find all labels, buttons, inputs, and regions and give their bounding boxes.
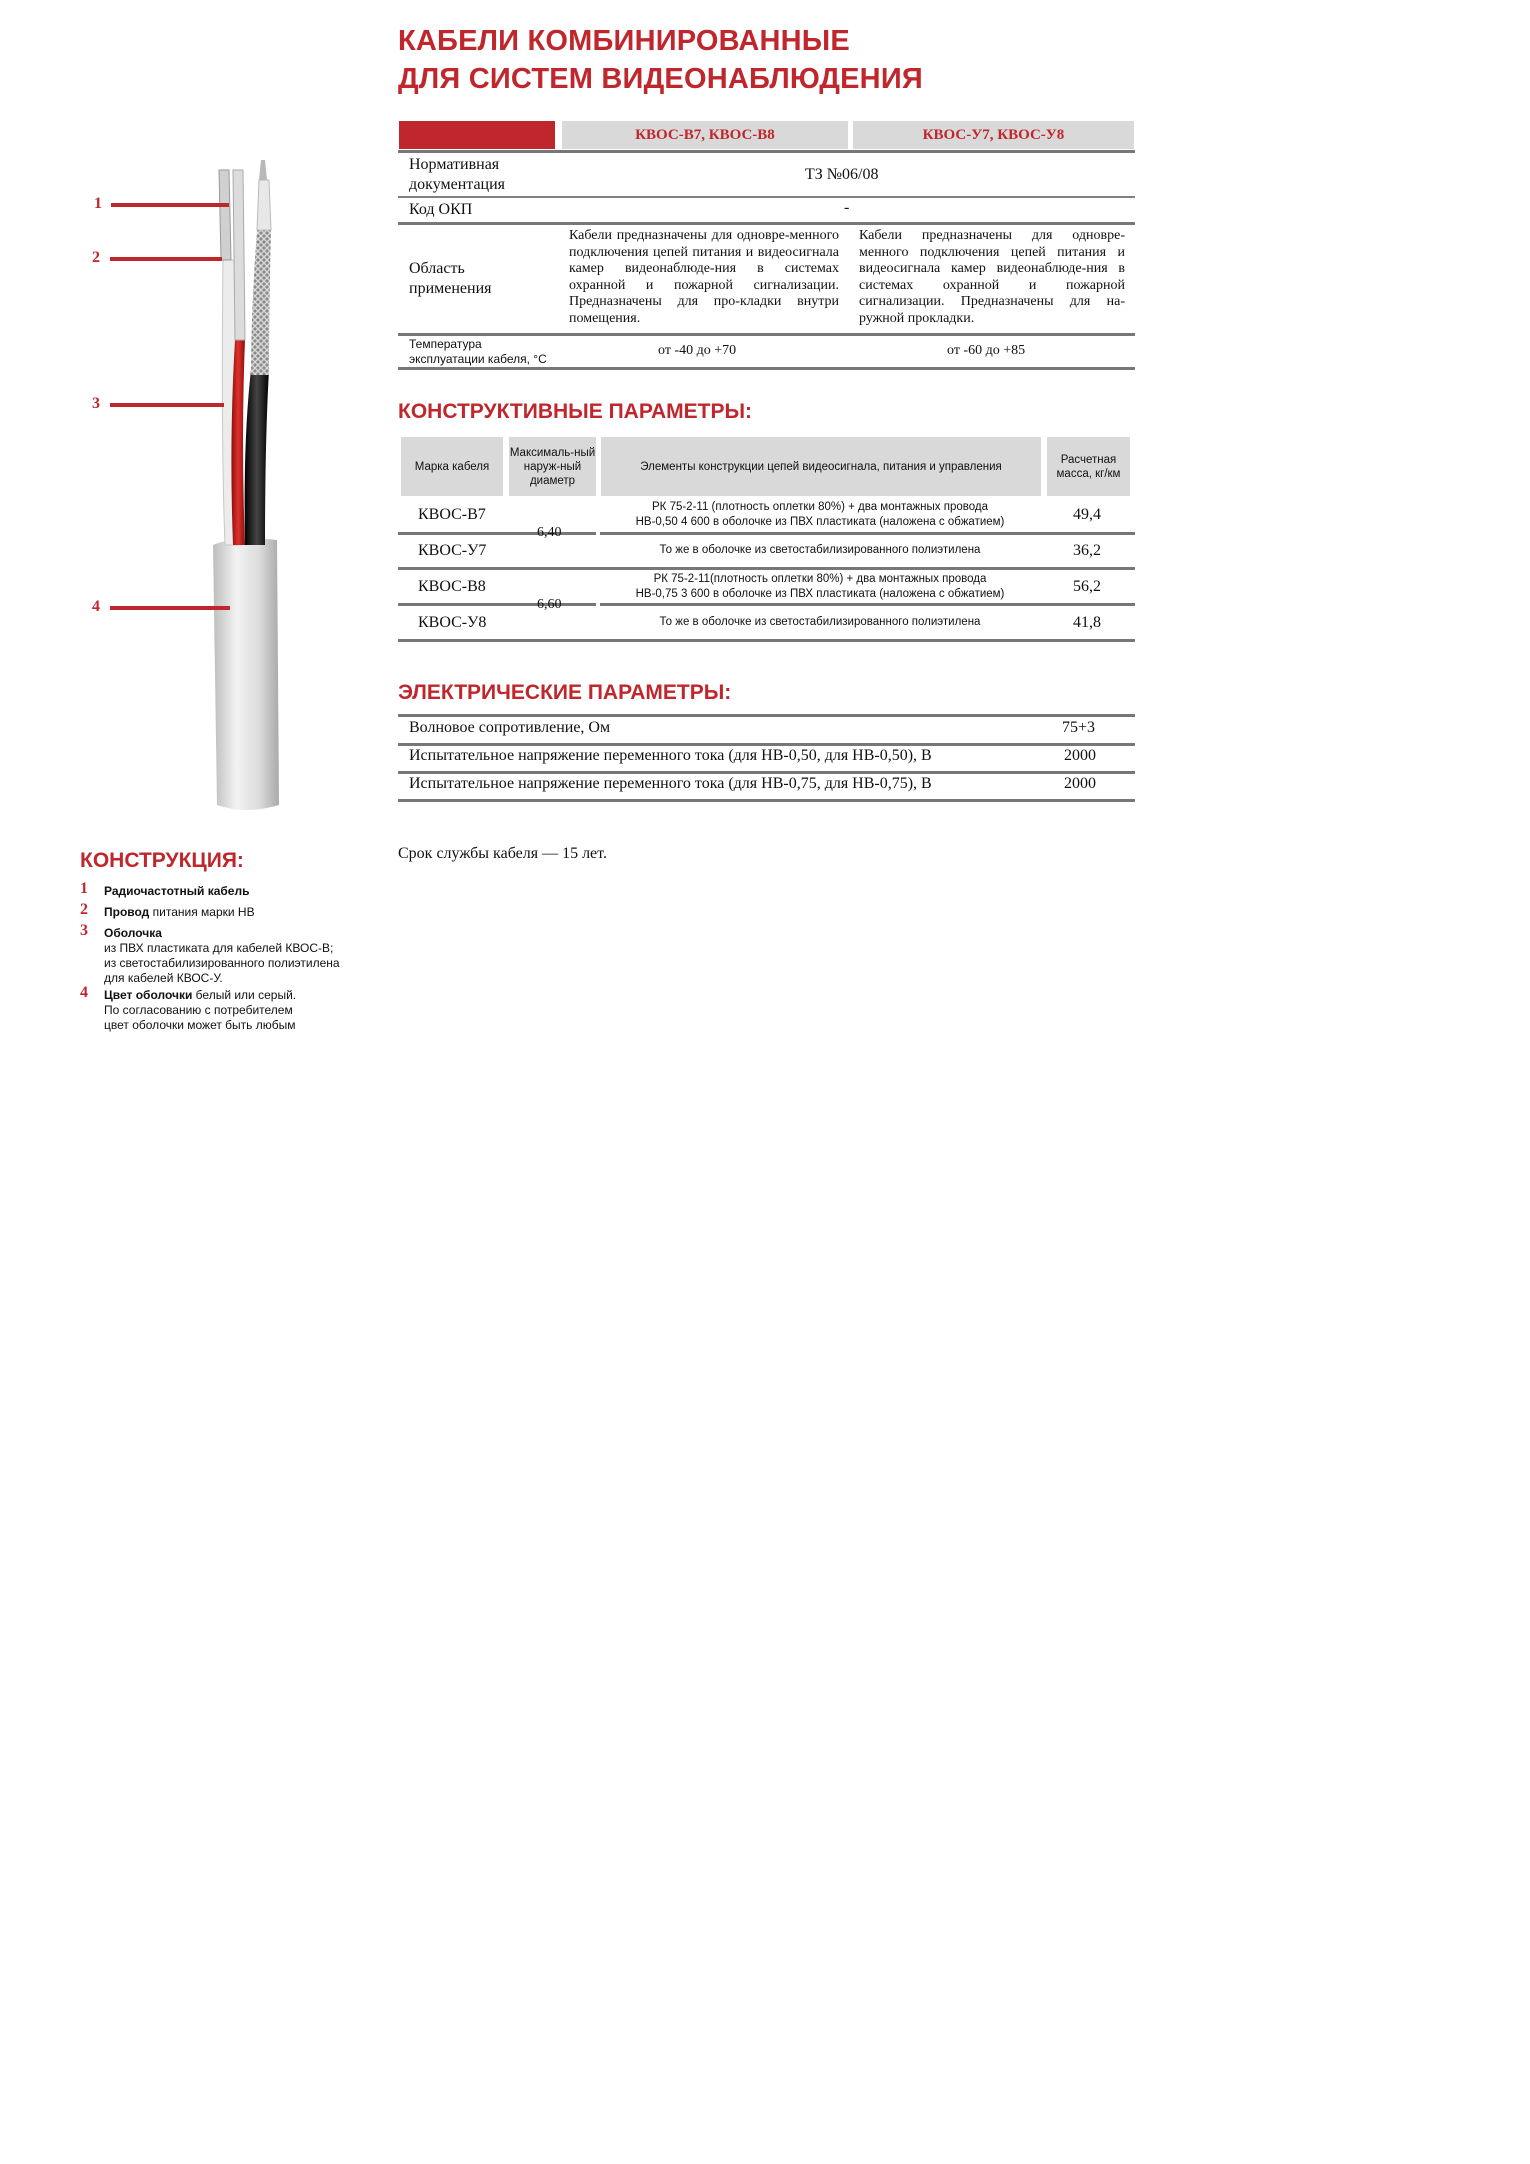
legend-item-2: Провод питания марки НВ — [104, 905, 255, 919]
okp-label: Код ОКП — [409, 201, 473, 218]
callout-line-4 — [110, 606, 230, 610]
lifetime-note: Срок службы кабеля — 15 лет. — [398, 845, 607, 862]
divider — [398, 367, 1135, 370]
diameter-2: 6,60 — [537, 597, 562, 612]
divider — [398, 150, 1135, 153]
electric-row-3-value: 2000 — [1064, 775, 1096, 792]
divider — [600, 603, 1135, 606]
callout-4: 4 — [92, 598, 100, 615]
callout-3: 3 — [92, 395, 100, 412]
divider — [600, 532, 1135, 535]
electric-row-3-label: Испытательное напряжение переменного тока (для НВ-0,75, для НВ-0,75), В — [409, 775, 932, 792]
callout-line-3 — [110, 403, 224, 407]
divider — [398, 222, 1135, 225]
divider — [398, 603, 596, 606]
divider — [398, 196, 1135, 198]
legend-num-1: 1 — [80, 880, 88, 897]
normative-label: Нормативная документация — [409, 156, 506, 193]
electric-row-2-value: 2000 — [1064, 747, 1096, 764]
legend-item-1: Радиочастотный кабель — [104, 884, 250, 898]
callout-1: 1 — [94, 195, 102, 212]
row-2-elements: То же в оболочке из светостабилизированного полиэтилена — [659, 544, 981, 556]
divider — [398, 532, 596, 535]
spec-header-col2: КВОС-У7, КВОС-У8 — [853, 121, 1134, 149]
legend-item-4: Цвет оболочки белый или серый. По согласованию с потребителем цвет оболочки может быть любым — [104, 988, 297, 1032]
title-line-2: ДЛЯ СИСТЕМ ВИДЕОНАБЛЮДЕНИЯ — [398, 63, 923, 95]
cable-illustration — [195, 140, 305, 820]
title-line-1: КАБЕЛИ КОМБИНИРОВАННЫЕ — [398, 25, 850, 57]
electric-row-1-value: 75+3 — [1062, 719, 1096, 736]
legend-num-4: 4 — [80, 984, 88, 1001]
row-4-mass: 41,8 — [1073, 614, 1101, 631]
row-3-mass: 56,2 — [1073, 578, 1101, 595]
temperature-label: Температура эксплуатации кабеля, °С — [409, 337, 547, 366]
header-diameter: Максималь-ный наруж-ный диаметр — [509, 437, 596, 496]
construction-title: КОНСТРУКЦИЯ: — [80, 849, 244, 872]
callout-2: 2 — [92, 249, 100, 266]
row-1-mass: 49,4 — [1073, 506, 1101, 523]
legend-num-2: 2 — [80, 901, 88, 918]
header-elements: Элементы конструкции цепей видеосигнала, питания и управления — [601, 437, 1041, 496]
row-1-elements: РК 75-2-11 (плотность оплетки 80%) + два монтажных провода НВ-0,50 4 600 в оболочке из ПВХ пластиката (наложена с обжатием) — [635, 501, 1005, 528]
divider — [398, 714, 1135, 717]
electric-row-2-label: Испытательное напряжение переменного тока (для НВ-0,50, для НВ-0,50), В — [409, 747, 932, 764]
electric-row-1-label: Волновое сопротивление, Ом — [409, 719, 611, 736]
temperature-col1: от -40 до +70 — [658, 343, 737, 358]
divider — [398, 639, 1135, 642]
row-3-elements: РК 75-2-11(плотность оплетки 80%) + два монтажных провода НВ-0,75 3 600 в оболочке из ПВХ пластиката (наложена с обжатием) — [635, 573, 1005, 600]
page-title — [398, 22, 923, 98]
header-brand: Марка кабеля — [401, 437, 503, 496]
spec-header-accent — [399, 121, 555, 149]
callout-line-2 — [110, 257, 222, 261]
normative-value: ТЗ №06/08 — [805, 166, 879, 183]
electric-title: ЭЛЕКТРИЧЕСКИЕ ПАРАМЕТРЫ: — [398, 681, 732, 704]
divider — [398, 771, 1135, 774]
divider — [398, 567, 1135, 570]
temperature-col2: от -60 до +85 — [947, 343, 1026, 358]
header-mass: Расчетная масса, кг/км — [1047, 437, 1130, 496]
divider — [398, 799, 1135, 802]
application-col2: Кабели предназначены для одновре-менного подключения цепей питания и видеосигнала камер видеонаблюде-ния в системах охранной и пожарной сигнализации. Предназначены для на-ружной прокладки. — [859, 228, 1125, 326]
row-2-mass: 36,2 — [1073, 542, 1101, 559]
callout-line-1 — [111, 203, 229, 207]
row-2-brand: КВОС-У7 — [418, 542, 487, 559]
okp-value: - — [844, 199, 850, 216]
application-col1: Кабели предназначены для одновре-менного подключения цепей питания и видеосигнала камер видеонаблюде-ния в системах охранной и пожарной сигнализации. Предназначены для про-кладки внутри помещения. — [569, 228, 839, 326]
diameter-1: 6,40 — [537, 525, 562, 540]
row-1-brand: КВОС-В7 — [418, 506, 486, 523]
construct-title: КОНСТРУКТИВНЫЕ ПАРАМЕТРЫ: — [398, 400, 753, 423]
legend-item-3: Оболочка из ПВХ пластиката для кабелей КВОС-В; из светостабилизированного полиэтилена для кабелей КВОС-У. — [104, 926, 340, 985]
row-3-brand: КВОС-В8 — [418, 578, 486, 595]
divider — [398, 333, 1135, 336]
spec-header-col1: КВОС-В7, КВОС-В8 — [562, 121, 848, 149]
row-4-brand: КВОС-У8 — [418, 614, 487, 631]
legend-num-3: 3 — [80, 922, 88, 939]
row-4-elements: То же в оболочке из светостабилизированного полиэтилена — [659, 616, 981, 628]
application-label: Область применения — [409, 260, 492, 297]
divider — [398, 743, 1135, 746]
